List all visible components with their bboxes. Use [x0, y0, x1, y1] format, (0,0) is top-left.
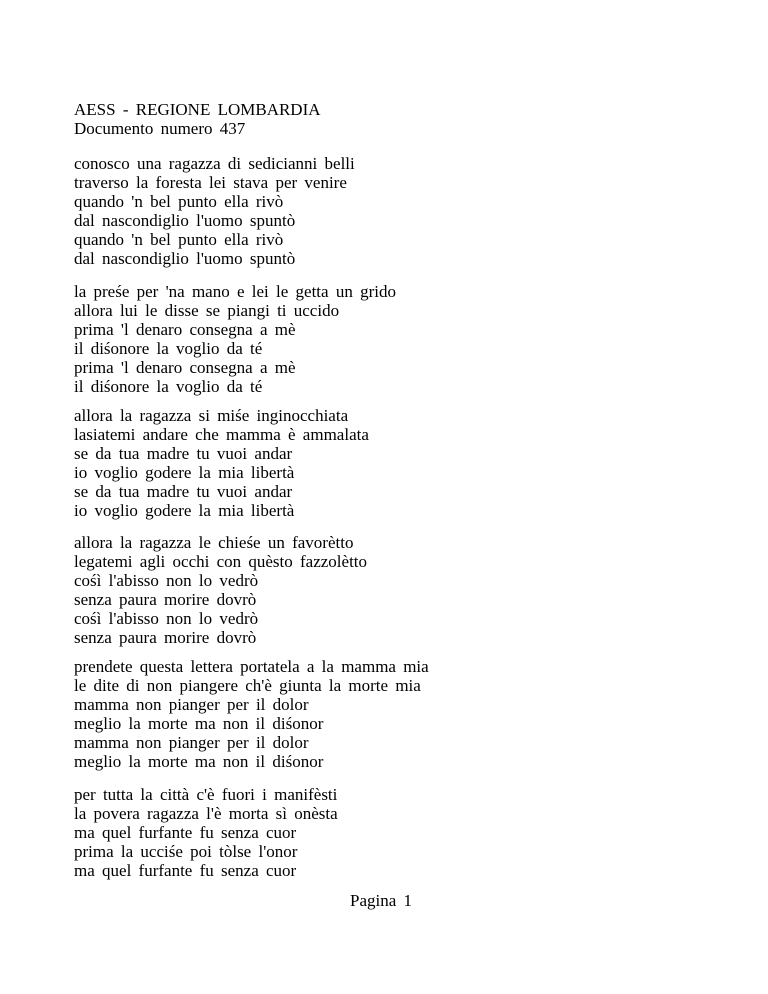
- verse-line: ma quel furfante fu senza cuor: [74, 861, 297, 880]
- verse-line: io voglio godere la mia libertà: [74, 501, 295, 520]
- verse-line: mamma non pianger per il dolor: [74, 695, 309, 714]
- verse-line: allora lui le disse se piangi ti uccido: [74, 301, 340, 320]
- verse-line: cośì l'abisso non lo vedrò: [74, 571, 259, 590]
- verse-line: senza paura morire dovrò: [74, 628, 257, 647]
- verse-line: il diśonore la voglio da té: [74, 377, 263, 396]
- verse-line: meglio la morte ma non il diśonor: [74, 714, 324, 733]
- verse-line: quando 'n bel punto ella rivò: [74, 192, 284, 211]
- verse-line: dal nascondiglio l'uomo spuntò: [74, 249, 296, 268]
- page-number: Pagina 1: [350, 891, 413, 910]
- stanza: [74, 657, 429, 771]
- verse-line: le dite di non piangere ch'è giunta la morte mia: [74, 676, 421, 695]
- stanza: [74, 533, 367, 647]
- verse-line: cośì l'abisso non lo vedrò: [74, 609, 259, 628]
- verse-line: allora la ragazza le chieśe un favorètto: [74, 533, 354, 552]
- stanza: [74, 154, 355, 268]
- verse-line: conosco una ragazza di sedicianni belli: [74, 154, 355, 173]
- verse-line: il diśonore la voglio da té: [74, 339, 263, 358]
- verse-line: ma quel furfante fu senza cuor: [74, 823, 297, 842]
- verse-line: lasiatemi andare che mamma è ammalata: [74, 425, 369, 444]
- document-number: Documento numero 437: [74, 119, 246, 138]
- verse-line: dal nascondiglio l'uomo spuntò: [74, 211, 296, 230]
- document-header: [74, 100, 321, 138]
- verse-line: prima la ucciśe poi tòlse l'onor: [74, 842, 298, 861]
- verse-line: prima 'l denaro consegna a mè: [74, 320, 296, 339]
- verse-line: meglio la morte ma non il diśonor: [74, 752, 324, 771]
- verse-line: traverso la foresta lei stava per venire: [74, 173, 347, 192]
- verse-line: senza paura morire dovrò: [74, 590, 257, 609]
- verse-line: prendete questa lettera portatela a la mamma mia: [74, 657, 429, 676]
- verse-line: quando 'n bel punto ella rivò: [74, 230, 284, 249]
- verse-line: se da tua madre tu vuoi andar: [74, 444, 293, 463]
- header-title: AESS - REGIONE LOMBARDIA: [74, 100, 321, 119]
- stanza: [74, 406, 369, 520]
- verse-line: la povera ragazza l'è morta sì onèsta: [74, 804, 338, 823]
- verse-line: io voglio godere la mia libertà: [74, 463, 295, 482]
- stanza: [74, 282, 396, 396]
- verse-line: legatemi agli occhi con quèsto fazzolètto: [74, 552, 368, 571]
- verse-line: allora la ragazza si miśe inginocchiata: [74, 406, 349, 425]
- verse-line: mamma non pianger per il dolor: [74, 733, 309, 752]
- verse-line: per tutta la città c'è fuori i manifèsti: [74, 785, 338, 804]
- verse-line: prima 'l denaro consegna a mè: [74, 358, 296, 377]
- verse-line: la preśe per 'na mano e lei le getta un grido: [74, 282, 396, 301]
- stanza: [74, 785, 338, 880]
- verse-line: se da tua madre tu vuoi andar: [74, 482, 293, 501]
